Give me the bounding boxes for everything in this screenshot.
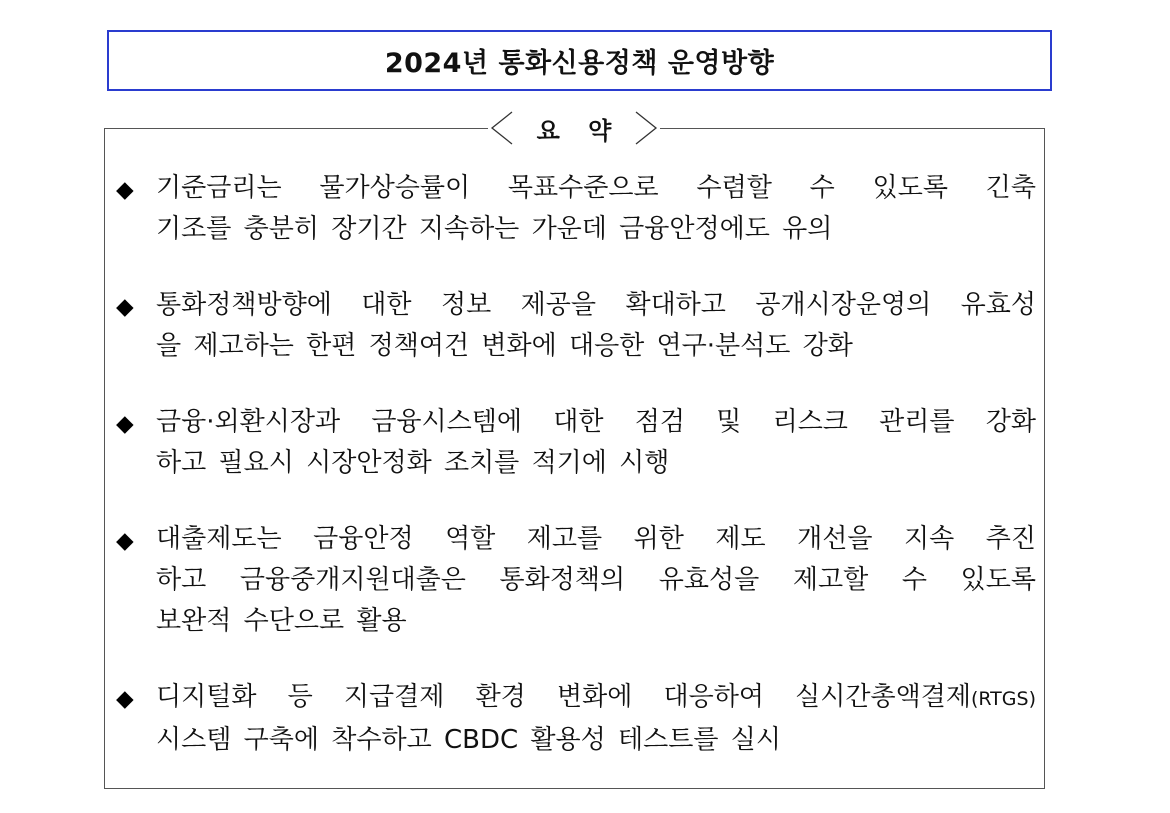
summary-label xyxy=(488,108,660,148)
black-diamond-bullet-icon: ◆ xyxy=(116,177,134,203)
summary-item-1 xyxy=(116,168,1036,250)
summary-item-line: 시스템 구축에 착수하고 CBDC 활용성 테스트를 실시 xyxy=(156,725,781,755)
title-box xyxy=(107,30,1052,91)
rtgs-abbrev: (RTGS) xyxy=(970,688,1036,710)
summary-item-line: 금융·외환시장과 금융시스템에 대한 점검 및 리스크 관리를 강화 xyxy=(156,407,1036,437)
summary-item-line: 보완적 수단으로 활용 xyxy=(156,606,407,636)
summary-item-line xyxy=(156,677,1036,720)
summary-item-line: 하고 필요시 시장안정화 조치를 적기에 시행 xyxy=(156,448,670,478)
summary-item-text xyxy=(156,677,1036,761)
summary-label-text: 요 약 xyxy=(536,116,622,145)
summary-item-text xyxy=(156,402,1036,484)
summary-item-5 xyxy=(116,677,1036,761)
summary-item-line: 기준금리는 물가상승률이 목표수준으로 수렴할 수 있도록 긴축 xyxy=(156,173,1036,203)
summary-item-line: 통화정책방향에 대한 정보 제공을 확대하고 공개시장운영의 유효성 xyxy=(156,290,1036,320)
black-diamond-bullet-icon: ◆ xyxy=(116,411,134,437)
summary-item-text xyxy=(156,285,1036,367)
summary-item-line-main: 디지털화 등 지급결제 환경 변화에 대응하여 실시간총액결제 xyxy=(156,682,971,712)
document-title: 2024년 통화신용정책 운영방향 xyxy=(384,48,775,79)
summary-item-3 xyxy=(116,402,1036,484)
summary-item-text xyxy=(156,519,1036,642)
summary-item-line: 하고 금융중개지원대출은 통화정책의 유효성을 제고할 수 있도록 xyxy=(156,565,1036,595)
summary-item-4 xyxy=(116,519,1036,642)
summary-item-2 xyxy=(116,285,1036,367)
summary-item-line: 을 제고하는 한편 정책여건 변화에 대응한 연구·분석도 강화 xyxy=(156,331,853,361)
summary-item-line: 대출제도는 금융안정 역할 제고를 위한 제도 개선을 지속 추진 xyxy=(156,524,1036,554)
black-diamond-bullet-icon: ◆ xyxy=(116,294,134,320)
black-diamond-bullet-icon: ◆ xyxy=(116,528,134,554)
black-diamond-bullet-icon: ◆ xyxy=(116,686,134,712)
summary-item-text xyxy=(156,168,1036,250)
summary-item-line: 기조를 충분히 장기간 지속하는 가운데 금융안정에도 유의 xyxy=(156,214,833,244)
